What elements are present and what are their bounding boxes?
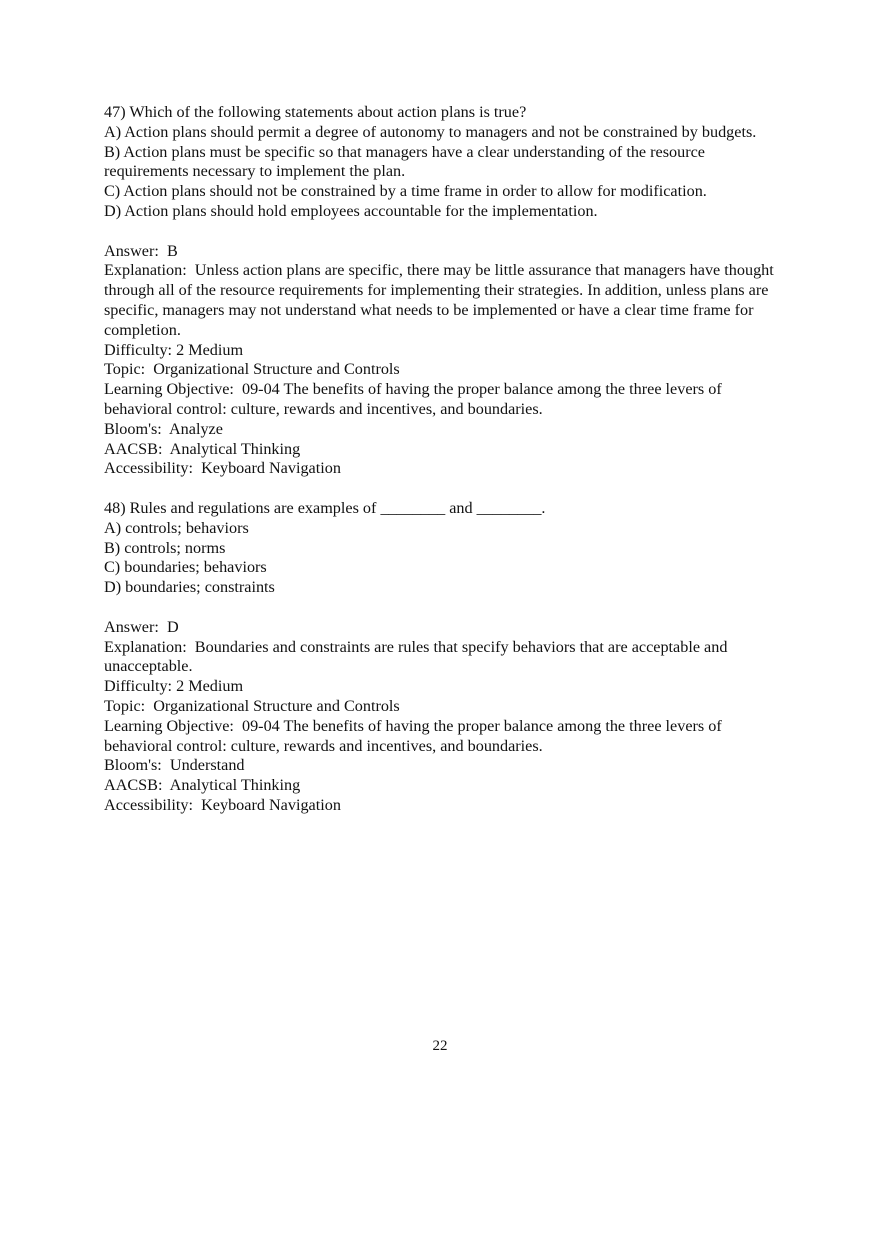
learning-objective: Learning Objective: 09-04 The benefits of having the proper balance among the three levers of behavioral control: culture, rewards and incentives, and boundaries. (104, 716, 726, 755)
topic: Topic: Organizational Structure and Controls (104, 696, 400, 715)
explanation: Explanation: Boundaries and constraints are rules that specify behaviors that are acceptable and unacceptable. (104, 637, 732, 676)
option-a: A) Action plans should permit a degree of autonomy to managers and not be constrained by budgets. (104, 122, 757, 141)
learning-objective: Learning Objective: 09-04 The benefits of having the proper balance among the three levers of behavioral control: culture, rewards and incentives, and boundaries. (104, 380, 726, 418)
option-d: D) boundaries; constraints (104, 578, 275, 597)
answer: Answer: B (104, 241, 178, 260)
option-b: B) Action plans must be specific so that managers have a clear understanding of the resource requirements necessary to implement the plan. (104, 142, 710, 181)
option-d: D) Action plans should hold employees accountable for the implementation. (104, 201, 598, 220)
spacer (104, 598, 784, 618)
difficulty: Difficulty: 2 Medium (104, 340, 244, 359)
question-47 (104, 103, 784, 479)
question-48 (104, 499, 784, 816)
topic: Topic: Organizational Structure and Controls (104, 360, 400, 379)
page-number: 22 (432, 1038, 448, 1054)
blooms: Bloom's: Understand (104, 756, 245, 775)
option-a: A) controls; behaviors (104, 518, 249, 537)
accessibility: Accessibility: Keyboard Navigation (104, 795, 341, 814)
explanation: Explanation: Unless action plans are specific, there may be little assurance that managers have thought through all of the resource requirements for implementing their strategies. In addition, unless plans are specific, managers may not understand what needs to be implemented or have a clear time frame for completion. (104, 261, 778, 339)
blooms: Bloom's: Analyze (104, 419, 223, 438)
spacer (104, 222, 784, 242)
spacer (104, 479, 784, 499)
question-stem: 48) Rules and regulations are examples of ________ and ________. (104, 498, 546, 517)
document-body (104, 103, 784, 816)
accessibility: Accessibility: Keyboard Navigation (104, 459, 341, 478)
option-c: C) Action plans should not be constrained by a time frame in order to allow for modification. (104, 182, 707, 201)
question-stem: 47) Which of the following statements about action plans is true? (104, 103, 527, 121)
aacsb: AACSB: Analytical Thinking (104, 439, 301, 458)
option-b: B) controls; norms (104, 538, 226, 557)
option-c: C) boundaries; behaviors (104, 558, 267, 577)
difficulty: Difficulty: 2 Medium (104, 677, 244, 696)
aacsb: AACSB: Analytical Thinking (104, 776, 301, 795)
answer: Answer: D (104, 617, 179, 636)
